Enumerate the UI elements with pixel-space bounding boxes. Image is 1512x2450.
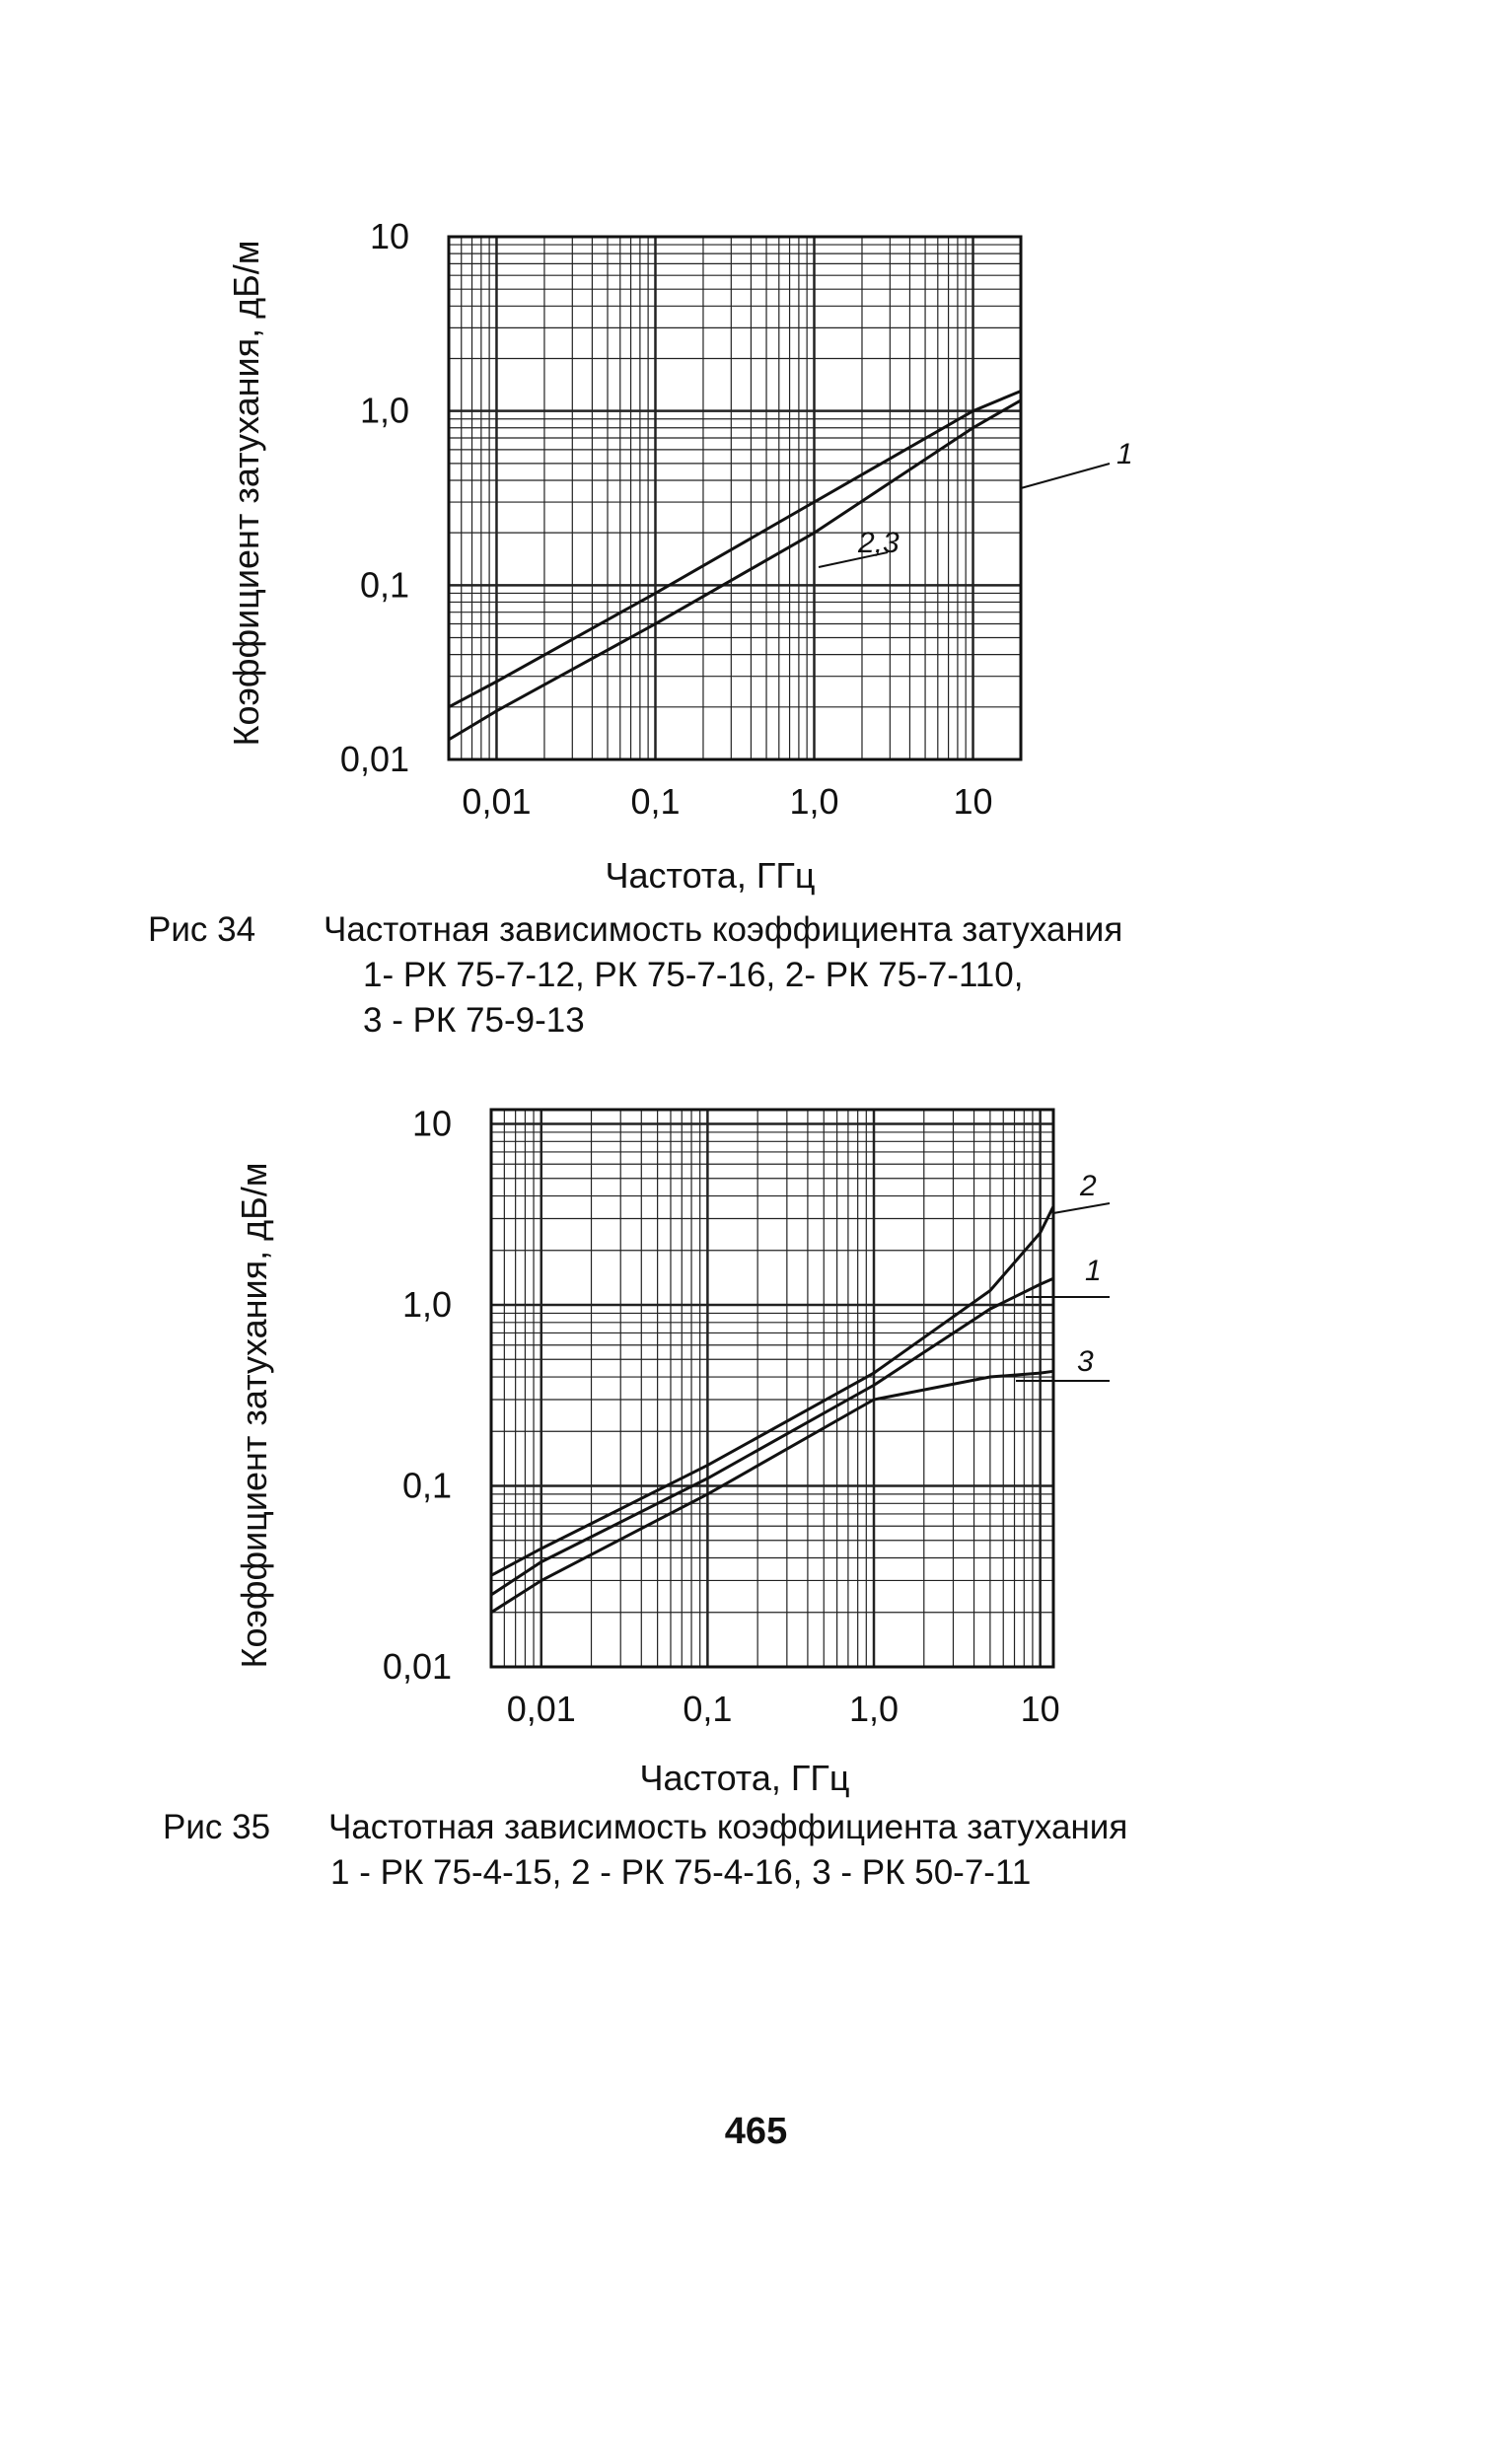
figure-number: Рис 34	[148, 910, 256, 949]
y-axis-label: Коэффициент затухания, дБ/м	[226, 240, 266, 747]
figure-number: Рис 35	[163, 1808, 271, 1846]
y-tick-label: 0,01	[339, 739, 409, 779]
curve-label: 2	[1080, 1170, 1097, 1202]
y-tick-label: 10	[411, 1103, 452, 1144]
series-line-3	[491, 1371, 1053, 1613]
curve-label-leader	[1021, 464, 1110, 488]
y-tick-label: 0,1	[359, 564, 409, 606]
series-line-2	[491, 1206, 1053, 1575]
curve-label: 1	[1085, 1255, 1102, 1287]
x-tick-label: 1,0	[789, 781, 839, 822]
caption-title: Частотная зависимость коэффициента затухания	[324, 910, 1123, 949]
x-tick-label: 10	[1020, 1689, 1060, 1729]
plot-frame	[449, 237, 1021, 759]
caption-legend-line: 3 - РК 75-9-13	[363, 1001, 585, 1040]
series-line-2-3	[449, 400, 1021, 740]
caption-legend-line: 1- РК 75-7-12, РК 75-7-16, 2- РК 75-7-110,	[363, 956, 1024, 994]
curve-label: 2,3	[858, 527, 900, 559]
curve-label-leader	[1053, 1203, 1110, 1213]
y-tick-label: 0,01	[382, 1646, 452, 1687]
x-tick-label: 1,0	[848, 1689, 900, 1729]
curve-label: 1	[1116, 438, 1133, 470]
caption-fig-35	[163, 1805, 1127, 1896]
x-axis-label: Частота, ГГц	[605, 855, 816, 896]
x-tick-label: 10	[953, 781, 993, 822]
y-tick-label: 10	[369, 216, 409, 256]
y-tick-label: 1,0	[359, 390, 409, 431]
plot-frame	[491, 1110, 1053, 1667]
chart-fig-35	[234, 1104, 1110, 1798]
x-tick-label: 0,01	[506, 1689, 576, 1729]
x-tick-label: 0,1	[683, 1689, 733, 1729]
x-tick-label: 0,1	[630, 781, 681, 822]
chart-fig-34	[226, 216, 1133, 896]
y-axis-label: Коэффициент затухания, дБ/м	[234, 1162, 274, 1669]
x-axis-label: Частота, ГГц	[639, 1758, 850, 1798]
caption-legend-line: 1 - РК 75-4-15, 2 - РК 75-4-16, 3 - РК 50-7-11	[330, 1853, 1032, 1892]
y-tick-label: 0,1	[401, 1465, 452, 1506]
y-tick-label: 1,0	[401, 1284, 452, 1326]
x-tick-label: 0,01	[462, 781, 532, 822]
curve-label: 3	[1077, 1345, 1094, 1378]
caption-fig-34	[148, 907, 1122, 1044]
page-number: 465	[724, 2111, 788, 2152]
caption-title: Частотная зависимость коэффициента затухания	[328, 1808, 1128, 1846]
series-line-1	[491, 1278, 1053, 1595]
